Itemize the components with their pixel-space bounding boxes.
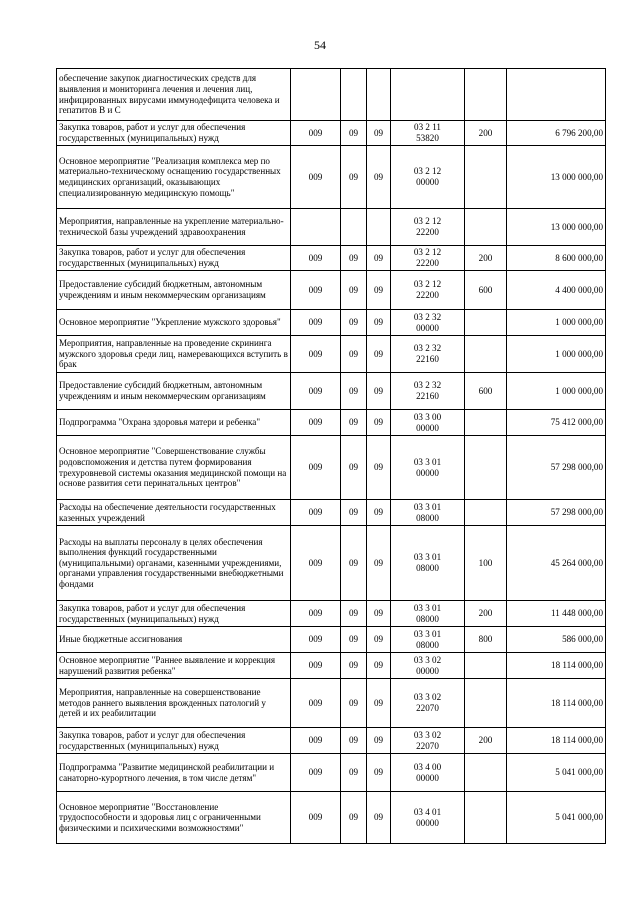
row-subsection-cell: 09 — [367, 410, 391, 436]
row-target-article-cell — [391, 336, 465, 373]
row-target-article-cell — [391, 679, 465, 728]
row-name-cell: Основное мероприятие "Укрепление мужского здоровья" — [57, 310, 291, 336]
row-amount-cell: 75 412 000,00 — [507, 410, 606, 436]
row-ved-cell: 009 — [291, 601, 341, 627]
row-target-article-cell — [391, 500, 465, 526]
table-row — [57, 209, 606, 246]
row-amount-cell: 13 000 000,00 — [507, 146, 606, 209]
table-row — [57, 728, 606, 754]
target-article-line-2: 22200 — [416, 258, 439, 268]
target-article-line-2: 08000 — [416, 563, 439, 573]
target-article-line-2: 22070 — [416, 703, 439, 713]
row-target-article-cell — [391, 526, 465, 601]
row-expense-type-cell: 100 — [465, 526, 507, 601]
row-section-cell: 09 — [341, 310, 367, 336]
row-amount-cell: 1 000 000,00 — [507, 310, 606, 336]
table-row — [57, 271, 606, 310]
row-subsection-cell: 09 — [367, 146, 391, 209]
row-name-cell: Предоставление субсидий бюджетным, автономным учреждениям и иным некоммерческим организациям — [57, 271, 291, 310]
target-article-line-1: 03 4 01 — [413, 806, 442, 817]
row-section-cell: 09 — [341, 679, 367, 728]
row-section-cell: 09 — [341, 146, 367, 209]
row-target-article-cell — [391, 246, 465, 271]
row-expense-type-cell — [465, 410, 507, 436]
row-section-cell: 09 — [341, 410, 367, 436]
row-ved-cell: 009 — [291, 410, 341, 436]
row-subsection-cell: 09 — [367, 728, 391, 754]
row-name-cell: Предоставление субсидий бюджетным, автономным учреждениям и иным некоммерческим организациям — [57, 373, 291, 410]
target-article-line-1: 03 3 01 — [413, 501, 442, 512]
row-expense-type-cell: 200 — [465, 601, 507, 627]
table-row — [57, 121, 606, 146]
target-article-line-1: 03 2 32 — [413, 343, 442, 354]
row-name-cell: Мероприятия, направленные на совершенствование методов раннего выявления врожденных патологий у детей и их реабилитации — [57, 679, 291, 728]
row-subsection-cell: 09 — [367, 601, 391, 627]
row-subsection-cell: 09 — [367, 653, 391, 679]
row-ved-cell: 009 — [291, 310, 341, 336]
table-row — [57, 601, 606, 627]
row-subsection-cell: 09 — [367, 373, 391, 410]
target-article-line-1: 03 3 01 — [413, 456, 442, 467]
row-section-cell: 09 — [341, 500, 367, 526]
row-subsection-cell — [367, 69, 391, 121]
row-ved-cell: 009 — [291, 121, 341, 146]
row-expense-type-cell: 800 — [465, 627, 507, 653]
row-amount-cell: 57 298 000,00 — [507, 500, 606, 526]
row-name-cell: Закупка товаров, работ и услуг для обеспечения государственных (муниципальных) нужд — [57, 121, 291, 146]
target-article-line-1: 03 2 32 — [413, 311, 442, 322]
row-section-cell: 09 — [341, 754, 367, 792]
target-article-line-2: 08000 — [416, 512, 439, 523]
row-subsection-cell: 09 — [367, 246, 391, 271]
row-section-cell: 09 — [341, 526, 367, 601]
row-name-cell: Иные бюджетные ассигнования — [57, 627, 291, 653]
table-row — [57, 69, 606, 121]
table-row — [57, 410, 606, 436]
row-ved-cell: 009 — [291, 271, 341, 310]
target-article-line-2: 00000 — [416, 177, 439, 187]
row-target-article-cell — [391, 310, 465, 336]
row-name-cell: Основное мероприятие "Раннее выявление и коррекция нарушений развития ребенка" — [57, 653, 291, 679]
row-subsection-cell: 09 — [367, 526, 391, 601]
row-ved-cell: 009 — [291, 728, 341, 754]
target-article-line-2: 00000 — [416, 772, 439, 783]
row-target-article-cell — [391, 121, 465, 146]
table-row — [57, 679, 606, 728]
row-target-article-cell — [391, 373, 465, 410]
page-number: 54 — [314, 38, 326, 52]
row-amount-cell — [507, 69, 606, 121]
target-article-line-1: 03 3 02 — [413, 692, 442, 703]
row-ved-cell: 009 — [291, 679, 341, 728]
row-expense-type-cell — [465, 754, 507, 792]
table-row — [57, 436, 606, 500]
target-article-line-1: 03 2 12 — [413, 216, 442, 227]
row-amount-cell: 18 114 000,00 — [507, 728, 606, 754]
target-article-line-2: 22070 — [416, 740, 439, 751]
row-ved-cell: 009 — [291, 373, 341, 410]
row-name-cell: Расходы на выплаты персоналу в целях обеспечения выполнения функций государственными (муниципальными) органами, казенными учреждениями, органами управления государственными внебюджетными фондами — [57, 526, 291, 601]
row-target-article-cell — [391, 792, 465, 844]
row-name-cell: Закупка товаров, работ и услуг для обеспечения государственных (муниципальных) нужд — [57, 246, 291, 271]
row-expense-type-cell — [465, 209, 507, 246]
row-expense-type-cell — [465, 336, 507, 373]
row-subsection-cell: 09 — [367, 500, 391, 526]
row-target-article-cell — [391, 653, 465, 679]
row-target-article-cell — [391, 410, 465, 436]
row-target-article-cell — [391, 601, 465, 627]
row-ved-cell: 009 — [291, 526, 341, 601]
table-row — [57, 310, 606, 336]
row-amount-cell: 8 600 000,00 — [507, 246, 606, 271]
table-row — [57, 792, 606, 844]
row-section-cell: 09 — [341, 336, 367, 373]
row-name-cell: Подпрограмма "Охрана здоровья матери и ребенка" — [57, 410, 291, 436]
row-section-cell — [341, 69, 367, 121]
target-article-line-1: 03 3 02 — [413, 654, 442, 665]
budget-table — [56, 68, 606, 844]
target-article-line-1: 03 2 12 — [413, 166, 442, 177]
target-article-line-2: 22160 — [416, 354, 439, 364]
row-subsection-cell: 09 — [367, 627, 391, 653]
row-ved-cell — [291, 209, 341, 246]
row-subsection-cell: 09 — [367, 792, 391, 844]
row-amount-cell: 57 298 000,00 — [507, 436, 606, 500]
row-name-cell: Основное мероприятие "Восстановление трудоспособности и здоровья лиц с ограниченными физическими и психическими возможностями" — [57, 792, 291, 844]
row-section-cell: 09 — [341, 271, 367, 310]
row-expense-type-cell — [465, 146, 507, 209]
row-target-article-cell — [391, 627, 465, 653]
row-amount-cell: 4 400 000,00 — [507, 271, 606, 310]
row-name-cell: Основное мероприятие "Совершенствование службы родовспоможения и детства путем формирования трехуровневой системы оказания медицинской помощи на основе развития сети перинатальных центров" — [57, 436, 291, 500]
row-subsection-cell: 09 — [367, 754, 391, 792]
row-section-cell — [341, 209, 367, 246]
target-article-line-2: 22200 — [416, 290, 439, 300]
target-article-line-2: 00000 — [416, 467, 439, 478]
row-ved-cell: 009 — [291, 436, 341, 500]
row-name-cell: Расходы на обеспечение деятельности государственных казенных учреждений — [57, 500, 291, 526]
target-article-line-1: 03 3 01 — [413, 552, 442, 563]
table-row — [57, 373, 606, 410]
row-section-cell: 09 — [341, 792, 367, 844]
row-ved-cell: 009 — [291, 500, 341, 526]
row-target-article-cell — [391, 271, 465, 310]
row-name-cell: Мероприятия, направленные на проведение скрининга мужского здоровья среди лиц, намеревающихся вступить в брак — [57, 336, 291, 373]
row-expense-type-cell: 200 — [465, 246, 507, 271]
row-subsection-cell: 09 — [367, 336, 391, 373]
row-expense-type-cell — [465, 436, 507, 500]
target-article-line-1: 03 2 32 — [413, 380, 442, 391]
target-article-line-2: 00000 — [416, 422, 439, 433]
row-amount-cell: 11 448 000,00 — [507, 601, 606, 627]
row-amount-cell: 18 114 000,00 — [507, 653, 606, 679]
row-target-article-cell — [391, 146, 465, 209]
table-row — [57, 627, 606, 653]
row-expense-type-cell — [465, 792, 507, 844]
target-article-line-2: 08000 — [416, 613, 439, 624]
row-amount-cell: 13 000 000,00 — [507, 209, 606, 246]
table-row — [57, 526, 606, 601]
row-ved-cell: 009 — [291, 246, 341, 271]
target-article-line-2: 22200 — [416, 227, 439, 237]
row-expense-type-cell: 600 — [465, 373, 507, 410]
target-article-line-1: 03 3 01 — [413, 628, 442, 639]
row-name-cell: Мероприятия, направленные на укрепление материально-технической базы учреждений здравоохранения — [57, 209, 291, 246]
table-row — [57, 653, 606, 679]
row-section-cell: 09 — [341, 601, 367, 627]
row-name-cell: обеспечение закупок диагностических средств для выявления и мониторинга лечения и лечения лиц, инфицированных вирусами иммунодефицита человека и гепатитов В и С — [57, 69, 291, 121]
target-article-line-1: 03 3 01 — [413, 602, 442, 613]
table-row — [57, 146, 606, 209]
row-amount-cell: 1 000 000,00 — [507, 373, 606, 410]
target-article-line-1: 03 2 12 — [413, 247, 442, 258]
target-article-line-2: 53820 — [416, 133, 439, 143]
row-target-article-cell — [391, 69, 465, 121]
row-section-cell: 09 — [341, 121, 367, 146]
row-section-cell: 09 — [341, 246, 367, 271]
row-name-cell: Закупка товаров, работ и услуг для обеспечения государственных (муниципальных) нужд — [57, 728, 291, 754]
row-ved-cell: 009 — [291, 792, 341, 844]
row-subsection-cell: 09 — [367, 436, 391, 500]
row-subsection-cell — [367, 209, 391, 246]
target-article-line-1: 03 3 00 — [413, 411, 442, 422]
row-amount-cell: 5 041 000,00 — [507, 754, 606, 792]
budget-table-body — [57, 69, 606, 844]
row-subsection-cell: 09 — [367, 271, 391, 310]
row-section-cell: 09 — [341, 373, 367, 410]
row-section-cell: 09 — [341, 436, 367, 500]
target-article-line-2: 22160 — [416, 391, 439, 401]
row-subsection-cell: 09 — [367, 121, 391, 146]
target-article-line-2: 00000 — [416, 322, 439, 333]
row-target-article-cell — [391, 436, 465, 500]
row-amount-cell: 5 041 000,00 — [507, 792, 606, 844]
row-expense-type-cell — [465, 69, 507, 121]
table-row — [57, 336, 606, 373]
row-amount-cell: 45 264 000,00 — [507, 526, 606, 601]
row-name-cell: Подпрограмма "Развитие медицинской реабилитации и санаторно-курортного лечения, в том числе детям" — [57, 754, 291, 792]
row-subsection-cell: 09 — [367, 310, 391, 336]
row-target-article-cell — [391, 209, 465, 246]
row-name-cell: Основное мероприятие "Реализация комплекса мер по материально-техническому оснащению государственных медицинских организаций, оказывающих специализированную медицинскую помощь" — [57, 146, 291, 209]
row-expense-type-cell — [465, 679, 507, 728]
row-ved-cell: 009 — [291, 146, 341, 209]
row-amount-cell: 586 000,00 — [507, 627, 606, 653]
row-section-cell: 09 — [341, 653, 367, 679]
table-row — [57, 246, 606, 271]
row-ved-cell: 009 — [291, 336, 341, 373]
target-article-line-1: 03 3 02 — [413, 729, 442, 740]
target-article-line-2: 00000 — [416, 817, 439, 828]
table-row — [57, 754, 606, 792]
target-article-line-1: 03 2 12 — [413, 279, 442, 290]
row-expense-type-cell: 600 — [465, 271, 507, 310]
row-expense-type-cell — [465, 310, 507, 336]
target-article-line-1: 03 2 11 — [414, 122, 441, 133]
row-section-cell: 09 — [341, 728, 367, 754]
target-article-line-2: 08000 — [416, 639, 439, 650]
row-expense-type-cell: 200 — [465, 728, 507, 754]
row-amount-cell: 1 000 000,00 — [507, 336, 606, 373]
row-ved-cell — [291, 69, 341, 121]
row-amount-cell: 6 796 200,00 — [507, 121, 606, 146]
row-expense-type-cell — [465, 653, 507, 679]
row-target-article-cell — [391, 754, 465, 792]
row-section-cell: 09 — [341, 627, 367, 653]
row-target-article-cell — [391, 728, 465, 754]
target-article-line-2: 00000 — [416, 665, 439, 676]
row-name-cell: Закупка товаров, работ и услуг для обеспечения государственных (муниципальных) нужд — [57, 601, 291, 627]
target-article-line-1: 03 4 00 — [413, 761, 442, 772]
row-expense-type-cell — [465, 500, 507, 526]
row-expense-type-cell: 200 — [465, 121, 507, 146]
row-amount-cell: 18 114 000,00 — [507, 679, 606, 728]
row-ved-cell: 009 — [291, 627, 341, 653]
row-subsection-cell: 09 — [367, 679, 391, 728]
row-ved-cell: 009 — [291, 653, 341, 679]
table-row — [57, 500, 606, 526]
row-ved-cell: 009 — [291, 754, 341, 792]
